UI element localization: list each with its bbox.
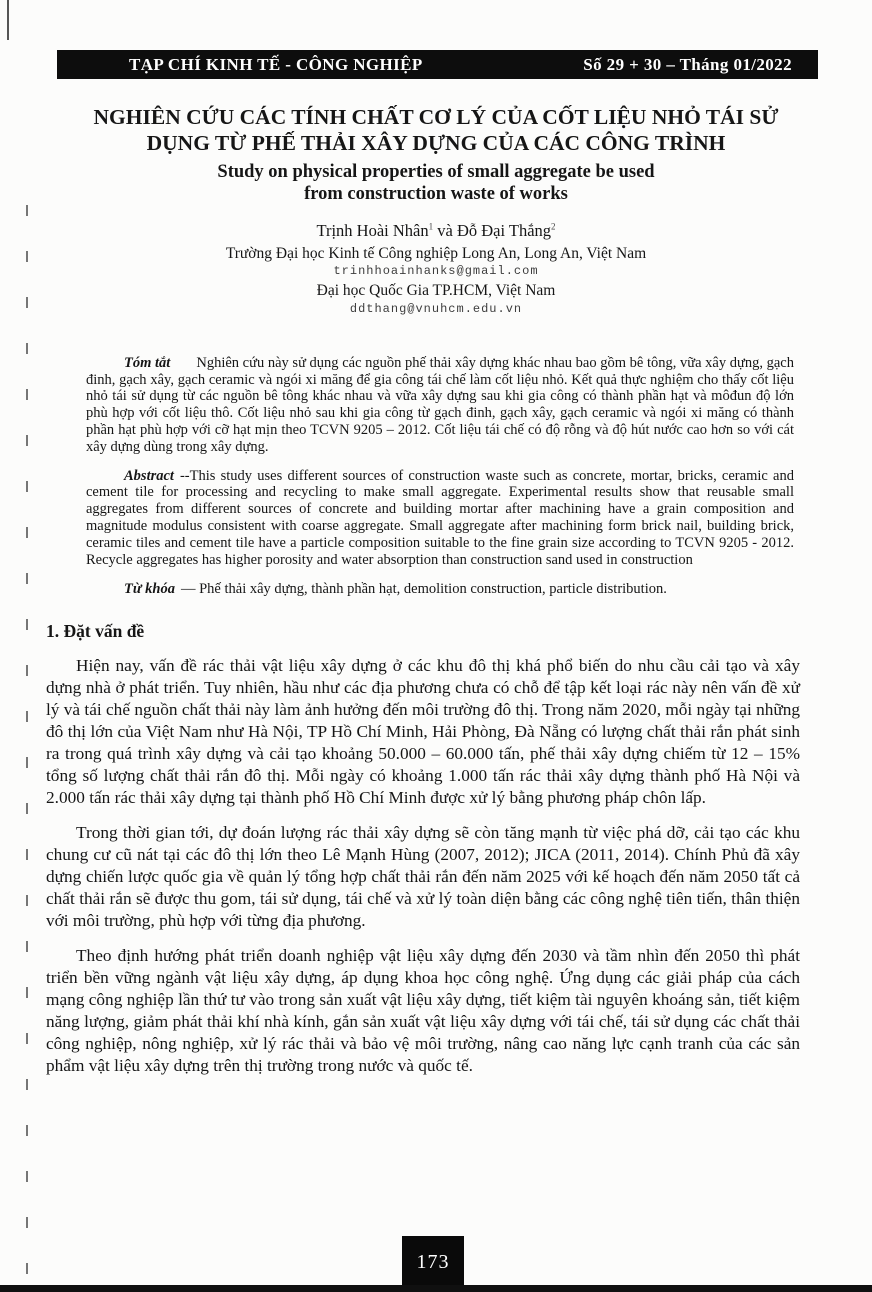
abstract-vietnamese-label: Tóm tắt (124, 354, 171, 371)
issue-label: Số 29 + 30 – Tháng 01/2022 (583, 54, 792, 74)
page-content (0, 79, 872, 1077)
email-2: ddthang@vnuhcm.edu.vn (349, 301, 523, 316)
keywords-text: — Phế thải xây dựng, thành phần hạt, demolition construction, particle distribution. (180, 580, 667, 597)
abstract-vietnamese (86, 355, 794, 456)
author-2: Đỗ Đại Thắng (456, 220, 552, 240)
author-names (0, 221, 872, 242)
abstract-section (86, 355, 794, 598)
email-1: trinhhoainhanks@gmail.com (333, 264, 539, 279)
paper-title-english-line2: from construction waste of works (304, 183, 568, 204)
abstract-english (86, 468, 794, 569)
paper-title-english (116, 161, 756, 205)
keywords-line (86, 581, 794, 598)
author-1-superscript: 1 (428, 221, 434, 232)
keywords-label: Từ khóa (124, 580, 175, 597)
section-1-paragraph-2: Trong thời gian tới, dự đoán lượng rác thải xây dựng sẽ còn tăng mạnh từ việc phá dỡ, cải tạo các khu chung cư cũ nát tại các đô thị lớn theo Lê Mạnh Hùng (2007, 2012); JICA (2011, 2014). Chính Phủ đã xây dựng chiến lược quốc gia về quản lý tổng hợp chất thải rắn đến năm 2025 với kế hoạch đến năm 2050 tất cả chất thải rắn sẽ được thu gom, tái sử dụng, tái chế và xử lý toàn diện bằng các công nghệ tiên tiến, thân thiện với môi trường, phù hợp với từng địa phương. (46, 823, 800, 930)
scan-artifact-line (7, 0, 9, 40)
author-separator: và (433, 220, 457, 240)
section-1-heading: 1. Đặt vấn đề (46, 621, 145, 642)
section-1-paragraph-1: Hiện nay, vấn đề rác thải vật liệu xây dựng ở các khu đô thị khá phổ biến do nhu cầu cải tạo và xây dựng nhà ở phát triển. Tuy nhiên, hầu như các địa phương chưa có chỗ để tập kết loại rác này nên vấn đề xử lý và tái chế nguồn chất thải này làm ảnh hưởng đến môi trường đô thị. Trong năm 2020, mỗi ngày tại những đô thị lớn của Việt Nam như Hà Nội, TP Hồ Chí Minh, Hải Phòng, Đà Nẵng có lượng chất thải rắn phát sinh ra trong quá trình xây dựng và cải tạo khoảng 50.000 – 60.000 tấn, phế thải xây dựng chiếm từ 12 – 15% tổng số lượng chất thải rắn đô thị. Mỗi ngày có khoảng 1.000 tấn rác thải xây dựng thành phố Hà Nội và 2.000 tấn rác thải xây dựng tại thành phố Hồ Chí Minh được xử lý bằng phương pháp chôn lấp. (46, 656, 800, 808)
abstract-vietnamese-text: Nghiên cứu này sử dụng các nguồn phế thải xây dựng khác nhau bao gồm bê tông, vữa xây dựng, gạch đinh, gạch xây, gạch ceramic và ngói xi măng để gia công tái chế làm cốt liệu nhỏ. Kết quả thực nghiệm cho thấy cốt liệu nhỏ tái sử dụng từ các nguồn bê tông khác nhau và vữa xây dựng sau khi gia công có thành phần hạt và môđun độ lớn phù hợp với cốt liệu thô. Cốt liệu nhỏ sau khi gia công từ gạch đinh, gạch xây, gạch ceramic và ngói xi măng có thành phần hạt phù hợp với cỡ hạt mịn theo TCVN 9205 – 2012. Cốt liệu tái chế có độ rỗng và độ hút nước cao hơn so với cát xây dựng dùng trong xây dựng. (86, 354, 794, 455)
paper-title-english-line1: Study on physical properties of small aggregate be used (217, 161, 655, 182)
page-number-box (402, 1236, 464, 1288)
affiliation-2: Đại học Quốc Gia TP.HCM, Việt Nam (316, 282, 556, 300)
author-2-superscript: 2 (551, 221, 556, 232)
bottom-edge-bar (0, 1285, 872, 1292)
author-1: Trịnh Hoài Nhân (316, 220, 429, 240)
journal-name: TẠP CHÍ KINH TẾ - CÔNG NGHIỆP (129, 54, 423, 74)
paper-title-vietnamese: NGHIÊN CỨU CÁC TÍNH CHẤT CƠ LÝ CỦA CỐT LIỆU NHỎ TÁI SỬ DỤNG TỪ PHẾ THẢI XÂY DỰNG CỦA CÁC CÔNG TRÌNH (93, 105, 779, 155)
affiliation-1: Trường Đại học Kinh tế Công nghiệp Long An, Long An, Việt Nam (225, 244, 647, 262)
journal-header-bar (57, 50, 818, 79)
page-number: 173 (416, 1250, 450, 1273)
abstract-english-label: Abstract (124, 467, 174, 484)
abstract-english-text: --This study uses different sources of construction waste such as concrete, mortar, bricks, ceramic and cement tile for processing and recycling to make small aggregate. Experimental results show that reusable small aggregates from different sources of concrete and building mortar after machining have a grain composition and magnitude modulus consistent with coarse aggregate. Small aggregate after machining form brick nail, building brick, ceramic tiles and cement tile have a particle composition suitable to the fine grain size according to TCVN 9205 - 2012. Recycle aggregates has higher porosity and water absorption than construction sand used in construction (86, 467, 794, 568)
authors-block (0, 221, 872, 317)
section-1-paragraph-3: Theo định hướng phát triển doanh nghiệp vật liệu xây dựng đến 2030 và tầm nhìn đến 2050 thì phát triển bền vững ngành vật liệu xây dựng, áp dụng khoa học công nghệ. Ứng dụng các giải pháp của cách mạng công nghiệp lần thứ tư vào trong sản xuất vật liệu xây dựng, tiết kiệm tài nguyên khoáng sản, tiết kiệm năng lượng, giảm phát thải khí nhà kính, gắn sản xuất vật liệu xây dựng với tái chế, tái sử dụng các chất thải công nghiệp, nông nghiệp, xử lý rác thải và bảo vệ môi trường, nâng cao năng lực cạnh tranh của các sản phẩm vật liệu xây dựng trên thị trường trong nước và quốc tế. (46, 945, 800, 1075)
